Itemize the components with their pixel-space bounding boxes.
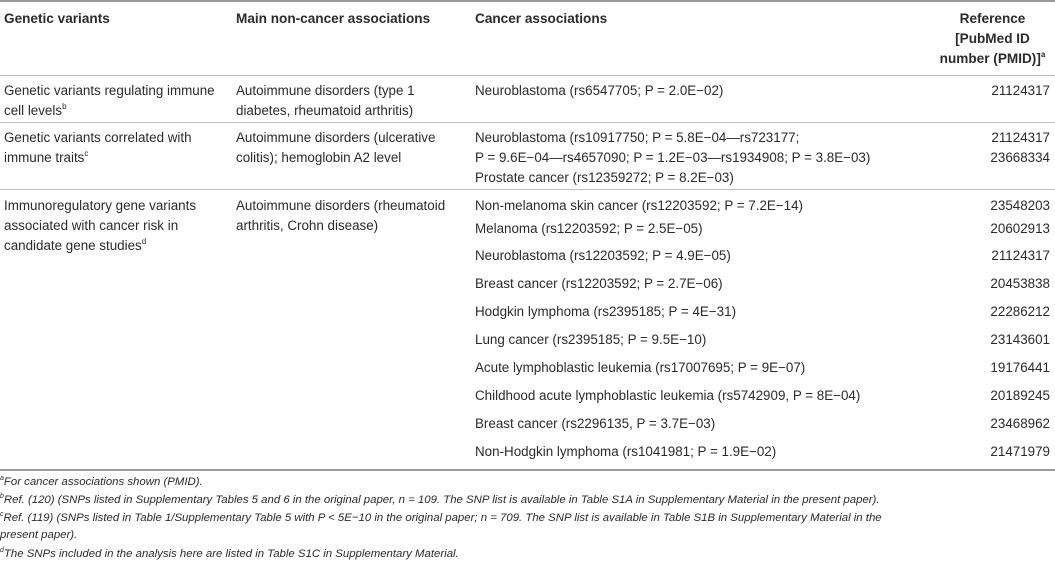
- footnote-c-continued: present paper).: [0, 529, 78, 541]
- footnote-c-post: ) (SNPs listed in Table 1/Supplementary Table 5 with P < 5E−10 in the original paper; n = 709. The SNP list is available in Table S1B in Supplementary Material in the: [49, 512, 882, 524]
- cancer-item-reference: 22286212: [990, 304, 1050, 319]
- row-2-reference-1: 21124317: [991, 130, 1050, 145]
- row-2-noncancer-line1: Autoimmune disorders (ulcerative: [236, 130, 436, 145]
- row-3-noncancer-line1: Autoimmune disorders (rheumatoid: [236, 198, 446, 213]
- footnote-a-mark: a: [0, 475, 4, 482]
- row-2-rule: [0, 189, 1055, 190]
- footnote-b: [0, 492, 880, 509]
- row-1-variant: [4, 81, 215, 121]
- footnote-b-pre: Ref. (: [3, 494, 32, 506]
- header-reference-line3: [935, 49, 1050, 69]
- footnote-d: [0, 546, 459, 563]
- footnote-c: [0, 510, 882, 527]
- cancer-item-reference: 23548203: [990, 198, 1050, 213]
- header-reference: [935, 9, 1050, 69]
- cancer-item: Breast cancer (rs2296135, P = 3.7E−03): [475, 416, 716, 431]
- row-1-cancer: Neuroblastoma (rs6547705; P = 2.0E−02): [475, 83, 724, 98]
- cancer-item-reference: 19176441: [990, 360, 1050, 375]
- header-genetic-variants: Genetic variants: [4, 11, 110, 26]
- row-3-noncancer: [236, 196, 445, 236]
- footnote-mark-c: c: [84, 149, 89, 158]
- row-1-noncancer-line2: diabetes, rheumatoid arthritis): [236, 103, 414, 118]
- row-3-variant: [4, 196, 196, 256]
- cancer-item-reference: 20602913: [990, 221, 1050, 236]
- row-3-variant-line1: Immunoregulatory gene variants: [4, 198, 197, 213]
- footnote-d-text: The SNPs included in the analysis here are listed in Table S1C in Supplementary Material.: [3, 548, 459, 560]
- row-2-noncancer: [236, 128, 435, 168]
- cancer-item-reference: 23143601: [990, 332, 1050, 347]
- row-1-variant-line2: cell levels: [4, 103, 63, 118]
- row-2-noncancer-line2: colitis); hemoglobin A2 level: [236, 150, 402, 165]
- table-bottom-rule: [0, 469, 1055, 471]
- cancer-item: Acute lymphoblastic leukemia (rs17007695; P = 9E−07): [475, 360, 806, 375]
- row-1-variant-line2-wrap: [4, 101, 215, 121]
- row-3-variant-line2: associated with cancer risk in: [4, 218, 179, 233]
- cancer-item: Hodgkin lymphoma (rs2395185; P = 4E−31): [475, 304, 737, 319]
- cancer-item: Childhood acute lymphoblastic leukemia (rs5742909, P = 8E−04): [475, 388, 861, 403]
- cancer-item: Breast cancer (rs12203592; P = 2.7E−06): [475, 276, 723, 291]
- row-1-rule: [0, 122, 1055, 123]
- footnote-d-mark: d: [0, 547, 4, 554]
- row-3-noncancer-line2: arthritis, Crohn disease): [236, 218, 379, 233]
- header-rule: [0, 75, 1055, 76]
- row-1-variant-line1: Genetic variants regulating immune: [4, 83, 215, 98]
- row-2-variant-line1: Genetic variants correlated with: [4, 130, 192, 145]
- row-2-cancer: [475, 128, 870, 188]
- row-3-variant-line3-wrap: [4, 236, 196, 256]
- footnote-a: [0, 474, 203, 491]
- cancer-item-reference: 21471979: [990, 444, 1050, 459]
- cancer-item-reference: 23468962: [990, 416, 1050, 431]
- header-reference-line1: Reference: [959, 11, 1026, 26]
- footnote-mark-a: a: [1040, 50, 1046, 59]
- row-2-variant-line2-wrap: [4, 148, 192, 168]
- header-reference-line3-text: number (PMID)]: [939, 51, 1041, 66]
- footnote-b-mark: b: [0, 493, 4, 500]
- row-1-reference: 21124317: [991, 83, 1050, 98]
- row-2-reference: [935, 128, 1050, 168]
- header-reference-line2: [PubMed ID: [955, 31, 1030, 46]
- cancer-item-reference: 20453838: [990, 276, 1050, 291]
- cancer-item-reference: 21124317: [991, 248, 1050, 263]
- row-2-cancer-line1: Neuroblastoma (rs10917750; P = 5.8E−04—rs723177;: [475, 130, 800, 145]
- cancer-item: Non-Hodgkin lymphoma (rs1041981; P = 1.9E−02): [475, 444, 777, 459]
- row-3-variant-line3: candidate gene studies: [4, 238, 142, 253]
- cancer-item: Melanoma (rs12203592; P = 2.5E−05): [475, 221, 703, 236]
- row-2-reference-2: 23668334: [990, 150, 1050, 165]
- footnote-b-post: ) (SNPs listed in Supplementary Tables 5 and 6 in the original paper, n = 109. The SNP list is available in Table S1A in Supplementary Material in the present paper).: [50, 494, 880, 506]
- cancer-item: Lung cancer (rs2395185; P = 9.5E−10): [475, 332, 707, 347]
- row-2-variant: [4, 128, 192, 168]
- row-2-cancer-line3: Prostate cancer (rs12359272; P = 8.2E−03): [475, 170, 734, 185]
- cancer-item-reference: 20189245: [990, 388, 1050, 403]
- cancer-item: Non-melanoma skin cancer (rs12203592; P = 7.2E−14): [475, 198, 804, 213]
- footnote-mark-d: d: [141, 237, 147, 246]
- header-non-cancer: Main non-cancer associations: [236, 11, 431, 26]
- header-cancer: Cancer associations: [475, 11, 608, 26]
- row-2-cancer-line2: P = 9.6E−04—rs4657090; P = 1.2E−03—rs1934908; P = 3.8E−03): [475, 150, 871, 165]
- footnote-c-mark: c: [0, 511, 4, 518]
- footnote-c-pre: Ref. (: [3, 512, 32, 524]
- reference-link-119[interactable]: 119: [31, 512, 50, 524]
- row-1-noncancer: [236, 81, 415, 121]
- table-top-rule: [0, 0, 1055, 2]
- cancer-item: Neuroblastoma (rs12203592; P = 4.9E−05): [475, 248, 731, 263]
- row-2-variant-line2: immune traits: [4, 150, 85, 165]
- reference-link-120[interactable]: 120: [31, 494, 51, 506]
- footnote-mark-b: b: [62, 102, 67, 111]
- footnote-a-text: For cancer associations shown (PMID).: [3, 476, 203, 488]
- row-1-noncancer-line1: Autoimmune disorders (type 1: [236, 83, 415, 98]
